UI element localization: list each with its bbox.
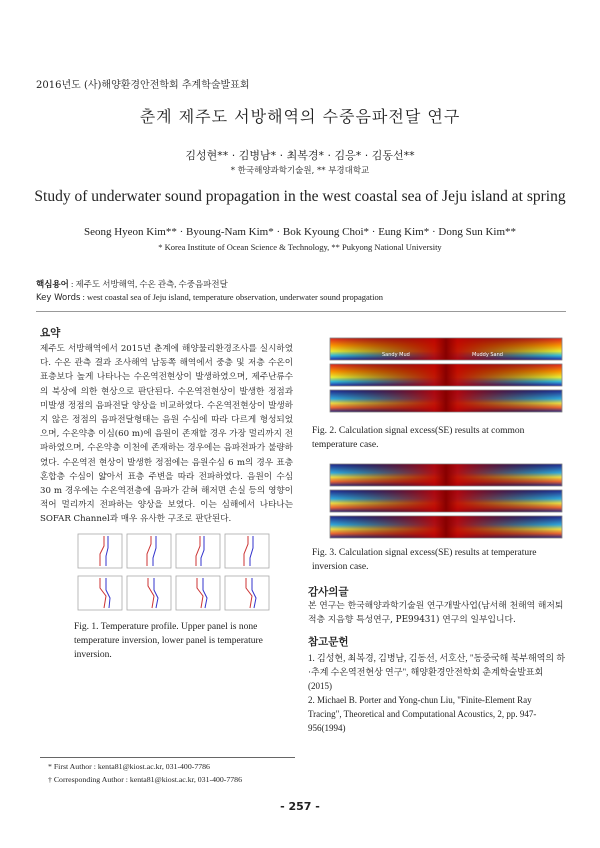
figure-1-temperature-profiles [76, 532, 272, 612]
fig2-label-sandy-mud: Sandy Mud [382, 352, 410, 358]
figure-2-caption: Fig. 2. Calculation signal excess(SE) results at common temperature case. [312, 426, 525, 450]
figure-2-signal-excess-plots [312, 336, 568, 418]
figure-3-caption: Fig. 3. Calculation signal excess(SE) results at temperature inversion case. [312, 548, 537, 572]
authors-english: Seong Hyeon Kim** · Byoung-Nam Kim* · Bok Kyoung Choi* · Eung Kim* · Dong Sun Kim** [83, 226, 517, 238]
conference-header: 2016년도 (사)해양환경안전학회 추계학술발표회 [36, 80, 250, 91]
abstract-heading: 요약 [40, 327, 61, 339]
acknowledgement-text: 본 연구는 한국해양과학기술원 연구개발사업(남서해 천해역 해저퇴적층 지음향 특성연구, PE99431) 연구의 일부입니다. [308, 601, 564, 625]
reference-item: 2. Michael B. Porter and Yong-chun Liu, "Finite-Element Ray Tracing", Theoretical and Computational Acoustics, 2, pp. 947-956(1994) [308, 695, 537, 733]
acknowledgement-heading: 감사의글 [308, 586, 349, 598]
keywords-korean-text: : 제주도 서방해역, 수온 관측, 수중음파전달 [70, 279, 228, 289]
affiliation-english: * Korea Institute of Ocean Science & Technology, ** Pukyong National University [158, 242, 442, 252]
footnote-corresponding-author: † Corresponding Author : kenta81@kiost.ac.kr, 031-400-7786 [48, 775, 242, 784]
keywords-korean [36, 278, 228, 290]
section-divider [36, 311, 566, 312]
keywords-english-label: Key Words [36, 293, 81, 303]
fig2-label-muddy-sand: Muddy Sand [472, 352, 503, 358]
keywords-english-text: : west coastal sea of Jeju island, temperature observation, underwater sound propagation [82, 292, 383, 302]
reference-item: 1. 김성현, 최복경, 김병남, 김동선, 서호산, "동중국해 북부해역의 하·추계 수온역전현상 연구", 해양환경안전학회 춘계학술발표회 (2015) [308, 653, 566, 691]
figure-1-caption: Fig. 1. Temperature profile. Upper panel is none temperature inversion, lower panel is temperature inversion. [74, 622, 263, 660]
references-list [308, 651, 566, 735]
paper-title-korean: 춘계 제주도 서방해역의 수중음파전달 연구 [139, 107, 461, 126]
abstract-text: 제주도 서방해역에서 2015년 춘계에 해양물리환경조사를 실시하였다. 수온 관측 결과 조사해역 남동쪽 해역에서 중층 및 저층 수온이 표층보다 높게 나타나는 수온역전현상이 발생하였으며, 제주난류수의 북상에 의한 현상으로 판단된다. 수온역전현상이 발생한 정점과 미발생 정점의 음파전달 양상을 비교하였다. 수온역전현상이 발생하지 않은 정점의 음파전달형태는 음원 수심에 따라 다르게 형성되었으며, 수온약층 이심(60 m)에 음원이 존재할 경우 가장 멀리까지 전파하였으며, 수온약층 이천에 존재하는 경우에는 음파전파가 불량하였다. 수온역전 현상이 발생한 정점에는 음원수심 6 m의 경우 표층혼합층 수심이 얇아서 표층 주변을 따라 전파하였다. 음원이 수심 30 m 경우에는 수온역전층에 음파가 갇혀 해저면 손실 등의 영향이 적어 멀리까지 전파하는 양상을 보였다. 이는 심해에서 나타나는 SOFAR Channel과 매우 유사한 구조로 판단된다. [40, 344, 293, 525]
page-number: - 257 - [280, 800, 320, 813]
keywords-english [36, 292, 383, 303]
figure-3-signal-excess-plots [312, 462, 568, 542]
footnote-rule [40, 757, 295, 758]
footnote-first-author: * First Author : kenta81@kiost.ac.kr, 031-400-7786 [48, 762, 210, 771]
affiliation-korean: * 한국해양과학기술원, ** 부경대학교 [230, 166, 370, 176]
paper-title-english: Study of underwater sound propagation in the west coastal sea of Jeju island at spring [34, 188, 566, 205]
keywords-korean-label: 핵심용어 [36, 280, 69, 290]
authors-korean: 김성현** · 김병남* · 최복경* · 김응* · 김동선** [185, 149, 415, 162]
references-heading: 참고문헌 [308, 636, 349, 648]
